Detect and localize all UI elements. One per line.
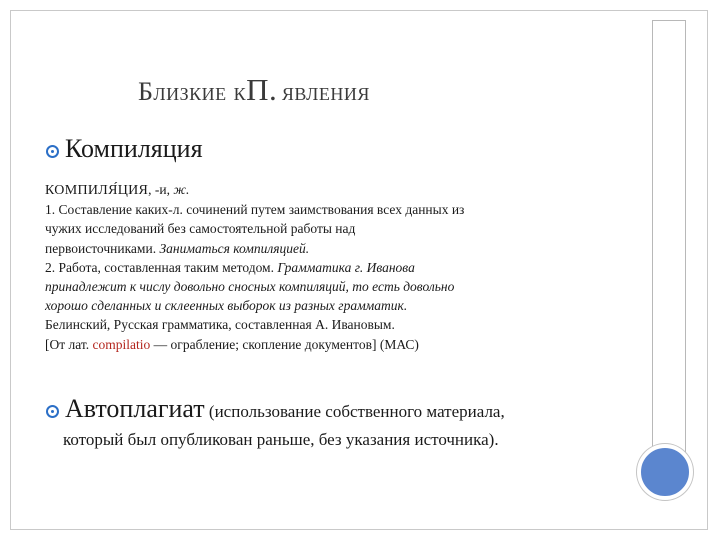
title-part1: Близкие к [138,77,247,106]
decorative-circle [637,444,693,500]
etymology-word: compilatio [92,336,151,352]
bullet-compilation-label: Компиляция [65,134,203,163]
bullet-compilation [46,134,203,164]
bullet-autoplagiarism-term: Автоплагиат [65,394,205,423]
etymology-text: [От лат. [45,336,93,352]
definition-line [45,258,645,277]
sense-example: принадлежит к числу довольно сносных компиляций, то есть довольно [45,279,455,295]
definition-line [45,200,645,219]
definition-line [45,315,645,334]
bullet-autoplagiarism-continuation: который был опубликован раньше, без указания источника). [63,430,499,449]
definition-line [45,219,645,238]
definition-line [45,335,645,354]
example-source: Белинский, Русская грамматика, составленная А. Ивановым. [45,317,395,333]
definition-line [45,277,645,296]
etymology-text: — ограбление; скопление документов] (МАС) [150,336,419,352]
sense-text: первоисточниками. [45,240,160,256]
definition-line [45,180,645,200]
bullet-circle-icon [46,405,59,418]
bullet-circle-icon [46,145,59,158]
sense-example: Заниматься компиляцией. [159,240,310,256]
sense-text: чужих исследований без самостоятельной работы над [45,221,356,237]
sense-example: Грамматика г. Иванова [277,259,415,275]
sense-text: Составление каких-л. сочинений путем заимствования всех данных из [55,202,465,218]
decorative-bracket [652,20,686,460]
title-part3: явления [281,77,370,106]
sense-number: 2. [45,259,56,275]
dictionary-definition [45,180,645,354]
bullet-autoplagiarism-paren: (использование собственного материала, [204,402,505,421]
definition-line [45,296,645,315]
sense-text: Работа, составленная таким методом. [55,259,278,275]
headword: КОМПИЛЯ́ЦИЯ [45,183,149,198]
sense-example: хорошо сделанных и склеенных выборок из разных грамматик. [45,298,408,314]
definition-line [45,239,645,258]
sense-number: 1. [45,202,56,218]
gender-note: ж. [173,182,190,197]
bullet-autoplagiarism [46,394,505,424]
title-part2: П. [246,72,278,107]
grammar-note: , -и, [148,182,174,197]
slide-title [138,72,370,108]
